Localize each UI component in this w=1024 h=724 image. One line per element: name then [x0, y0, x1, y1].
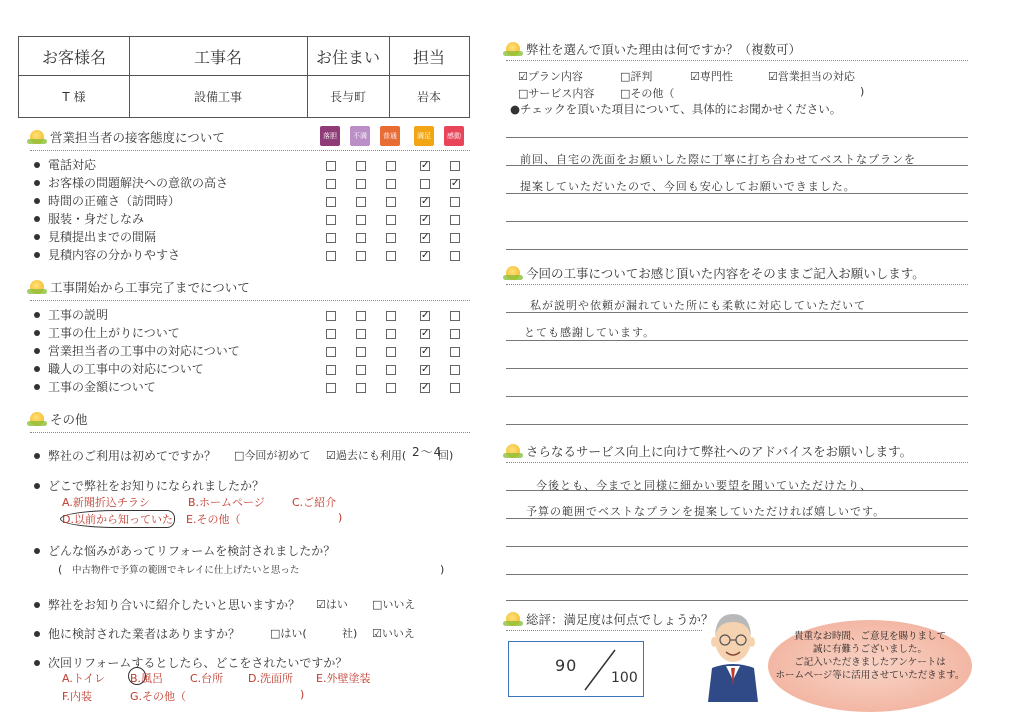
rating-checkbox[interactable] — [450, 197, 460, 207]
section-overall — [506, 610, 714, 628]
survey-item — [34, 228, 156, 245]
survey-item — [34, 156, 96, 173]
rating-checkbox[interactable] — [386, 215, 396, 225]
rating-checkbox[interactable] — [326, 251, 336, 261]
header-work-name: 工事名 — [193, 47, 242, 67]
question-concern: どんな悩みがあってリフォームを検討されましたか？ — [34, 542, 335, 559]
answer-line — [506, 368, 968, 369]
rating-checkbox[interactable]: ✓ — [421, 382, 430, 393]
survey-item — [34, 192, 180, 209]
rating-checkbox[interactable] — [386, 347, 396, 357]
rating-checkbox[interactable] — [450, 161, 460, 171]
survey-item — [34, 360, 204, 377]
answer-line — [506, 424, 968, 425]
concern-answer: 中古物件で予算の範囲でキレイに仕上げたいと思った — [72, 565, 300, 576]
rating-label: 感動 — [444, 126, 464, 146]
bullet — [34, 252, 40, 258]
reason-plan[interactable]: ☑プラン内容 — [518, 70, 583, 83]
divider — [506, 462, 968, 463]
header-residence: お住まい — [315, 47, 380, 67]
advice-answer-line2: 予算の範囲でベストなプランを提案していただければ嬉しいです。 — [526, 505, 886, 518]
divider — [506, 630, 702, 631]
rating-checkbox[interactable]: ✓ — [421, 160, 430, 171]
thanks-message: 貴重なお時間、ご意見を賜りまして 誠に有難うございました。 ご記入いただきましたアンケートは ホームページ等に活用させていただきます。 — [775, 631, 965, 681]
score-box[interactable] — [508, 641, 644, 697]
rating-label: 満足 — [414, 126, 434, 146]
survey-item-label: 工事の金額について — [48, 380, 156, 394]
survey-item-label: お客様の問題解決への意欲の高さ — [48, 176, 229, 190]
other-vendors-count-suffix: 社) — [342, 627, 358, 640]
question-referral: 弊社をお知り合いに紹介したいと思いますか？ — [34, 596, 300, 613]
answer-line — [506, 574, 968, 575]
rating-checkbox[interactable] — [356, 251, 366, 261]
survey-item — [34, 324, 180, 341]
known-option-b[interactable]: B.ホームページ — [188, 496, 265, 509]
survey-item — [34, 306, 108, 323]
impression-answer-line1: 私が説明や依頼が漏れていた所にも柔軟に対応していただいて — [530, 299, 866, 312]
header-staff: 担当 — [412, 47, 445, 67]
rating-checkbox[interactable] — [326, 383, 336, 393]
survey-item-label: 工事の説明 — [48, 308, 109, 322]
rating-checkbox[interactable] — [386, 197, 396, 207]
referral-yes[interactable]: ☑はい — [316, 598, 348, 611]
reason-sales-response[interactable]: ☑営業担当の対応 — [768, 70, 855, 83]
rating-checkbox[interactable] — [386, 365, 396, 375]
next-option-g-close: ) — [300, 688, 305, 701]
bullet — [34, 312, 40, 318]
referral-no[interactable]: □いいえ — [372, 598, 416, 611]
next-option-c[interactable]: C.台所 — [190, 672, 224, 685]
answer-line — [506, 396, 968, 397]
bullet — [34, 330, 40, 336]
next-option-e[interactable]: E.外壁塗装 — [316, 672, 371, 685]
rating-checkbox[interactable] — [450, 215, 460, 225]
rating-checkbox[interactable]: ✓ — [421, 214, 430, 225]
bullet — [34, 180, 40, 186]
survey-item-label: 服装・身だしなみ — [48, 212, 145, 226]
section-title: 総評：満足度は何点でしょうか？ — [526, 612, 714, 627]
rating-checkbox[interactable] — [326, 197, 336, 207]
reason-other[interactable]: □その他（ — [620, 87, 675, 100]
rating-checkbox[interactable]: ✓ — [421, 196, 430, 207]
survey-item-label: 電話対応 — [48, 158, 97, 172]
question-first-use: 弊社のご利用は初めてですか？ — [34, 447, 216, 464]
known-option-e[interactable]: E.その他（ — [186, 513, 241, 526]
header-customer-name: お客様名 — [41, 47, 106, 67]
concern-close: ) — [440, 563, 445, 576]
answer-line — [506, 600, 968, 601]
next-option-f[interactable]: F.内装 — [62, 690, 93, 703]
rating-label: 落胆 — [320, 126, 340, 146]
next-option-b[interactable]: B.風呂 — [130, 672, 164, 685]
rating-checkbox[interactable] — [356, 347, 366, 357]
rating-checkbox[interactable] — [450, 233, 460, 243]
survey-item-label: 営業担当者の工事中の対応について — [48, 344, 240, 358]
lightbulb-icon — [30, 412, 44, 426]
answer-line — [506, 221, 968, 222]
survey-item-label: 職人の工事中の対応について — [48, 362, 204, 376]
rating-checkbox[interactable] — [326, 347, 336, 357]
repeat-suffix: 回) — [438, 449, 454, 462]
section-impression — [506, 264, 925, 282]
rating-checkbox[interactable] — [356, 383, 366, 393]
rating-checkbox[interactable] — [326, 215, 336, 225]
divider — [30, 300, 470, 301]
rating-checkbox[interactable] — [386, 383, 396, 393]
lightbulb-icon — [506, 266, 520, 280]
reason-reputation[interactable]: □評判 — [620, 70, 653, 83]
rating-checkbox[interactable]: ✓ — [421, 250, 430, 261]
first-use-option-first[interactable]: □今回が初めて — [234, 449, 311, 462]
reason-other-close: ) — [860, 85, 865, 98]
score-value: 90 — [555, 656, 578, 675]
lightbulb-icon — [30, 280, 44, 294]
section-title: 弊社を選んで頂いた理由は何ですか？（複数可） — [526, 42, 802, 57]
known-option-d[interactable]: D.以前から知っていた — [60, 510, 175, 528]
other-vendors-no[interactable]: ☑いいえ — [372, 627, 415, 640]
rating-checkbox[interactable] — [326, 329, 336, 339]
rating-checkbox[interactable] — [450, 347, 460, 357]
divider — [30, 150, 470, 151]
bullet — [34, 366, 40, 372]
known-option-e-close: ) — [338, 511, 343, 524]
lightbulb-icon — [30, 130, 44, 144]
rating-checkbox[interactable] — [450, 311, 460, 321]
rating-checkbox[interactable] — [326, 179, 336, 189]
answer-line — [506, 546, 968, 547]
customer-name: T 様 — [62, 89, 86, 104]
rating-checkbox[interactable]: ✓ — [451, 178, 460, 189]
staff-mascot-illustration — [700, 606, 766, 702]
work-name: 設備工事 — [193, 89, 242, 104]
residence: 長与町 — [329, 89, 366, 104]
section-title: さらなるサービス向上に向けて弊社へのアドバイスをお願いします。 — [526, 444, 913, 459]
question-how-known: どこで弊社をお知りになられましたか？ — [34, 477, 264, 494]
survey-item-label: 見積内容の分かりやすさ — [48, 248, 181, 262]
rating-checkbox[interactable] — [356, 179, 366, 189]
rating-checkbox[interactable] — [386, 311, 396, 321]
lightbulb-icon — [506, 42, 520, 56]
rating-checkbox[interactable] — [386, 251, 396, 261]
reason-answer-line1: 前回、自宅の洗面をお願いした際に丁寧に打ち合わせてベストなプランを — [520, 153, 916, 166]
rating-checkbox[interactable] — [356, 197, 366, 207]
rating-label: 普通 — [380, 126, 400, 146]
lightbulb-icon — [506, 612, 520, 626]
customer-info-table — [18, 36, 470, 118]
rating-checkbox[interactable]: ✓ — [421, 346, 430, 357]
known-option-c[interactable]: C.ご紹介 — [292, 496, 337, 509]
first-use-option-repeat[interactable]: ☑過去にも利用( — [326, 449, 407, 462]
survey-item-label: 見積提出までの間隔 — [48, 230, 157, 244]
section-title: 工事開始から工事完了までについて — [50, 280, 250, 295]
bullet — [34, 234, 40, 240]
bullet — [34, 384, 40, 390]
section-title: その他 — [50, 412, 88, 427]
survey-item — [34, 246, 180, 263]
survey-item-label: 時間の正確さ（訪問時） — [48, 194, 181, 208]
rating-checkbox[interactable] — [356, 215, 366, 225]
concern-open: ( — [58, 563, 63, 576]
section-construction — [30, 278, 250, 296]
question-other-vendors: 他に検討された業者はありますか？ — [34, 625, 240, 642]
rating-checkbox[interactable] — [386, 329, 396, 339]
divider — [506, 284, 968, 285]
rating-checkbox[interactable] — [450, 365, 460, 375]
rating-checkbox[interactable] — [450, 383, 460, 393]
survey-item — [34, 342, 240, 359]
rating-checkbox[interactable] — [326, 311, 336, 321]
rating-checkbox[interactable] — [326, 233, 336, 243]
section-other — [30, 410, 88, 428]
bullet — [34, 198, 40, 204]
rating-checkbox[interactable] — [356, 161, 366, 171]
section-reason — [506, 40, 801, 58]
question-next-reform: 次回リフォームするとしたら、どこをされたいですか？ — [34, 654, 347, 671]
section-staff-attitude — [30, 128, 225, 146]
rating-checkbox[interactable] — [356, 329, 366, 339]
other-vendors-yes[interactable]: □はい( — [270, 627, 307, 640]
rating-checkbox[interactable] — [356, 233, 366, 243]
known-option-a[interactable]: A.新聞折込チラシ — [62, 496, 150, 509]
rating-checkbox[interactable] — [450, 251, 460, 261]
rating-checkbox[interactable]: ✓ — [421, 328, 430, 339]
reason-note: ●チェックを頂いた項目について、具体的にお聞かせください。 — [510, 102, 842, 116]
answer-line — [506, 340, 968, 341]
survey-item — [34, 174, 228, 191]
next-option-d[interactable]: D.洗面所 — [248, 672, 293, 685]
selected-circle-mark — [128, 667, 146, 685]
survey-item-label: 工事の仕上がりについて — [48, 326, 180, 340]
survey-item — [34, 210, 144, 227]
reason-answer-line2: 提案していただいたので、今回も安心してお願いできました。 — [520, 180, 856, 193]
answer-line — [506, 137, 968, 138]
bullet — [34, 348, 40, 354]
survey-item — [34, 378, 156, 395]
rating-checkbox[interactable] — [386, 179, 396, 189]
staff-name: 岩本 — [416, 89, 441, 104]
rating-checkbox[interactable] — [326, 161, 336, 171]
rating-checkbox[interactable]: ✓ — [421, 364, 430, 375]
section-title: 営業担当者の接客態度について — [50, 130, 225, 145]
next-option-a[interactable]: A.トイレ — [62, 672, 106, 685]
lightbulb-icon — [506, 444, 520, 458]
rating-checkbox[interactable] — [356, 311, 366, 321]
rating-checkbox[interactable] — [326, 365, 336, 375]
section-title: 今回の工事についてお感じ頂いた内容をそのままご記入お願いします。 — [526, 266, 925, 281]
rating-label: 不満 — [350, 126, 370, 146]
reason-expertise[interactable]: ☑専門性 — [690, 70, 733, 83]
rating-checkbox[interactable] — [386, 161, 396, 171]
divider — [506, 60, 968, 61]
bullet — [34, 162, 40, 168]
rating-checkbox[interactable] — [420, 179, 430, 189]
score-max: 100 — [611, 670, 638, 686]
answer-line — [506, 249, 968, 250]
bullet — [34, 216, 40, 222]
next-option-g[interactable]: G.その他（ — [130, 690, 187, 703]
rating-checkbox[interactable]: ✓ — [421, 232, 430, 243]
impression-answer-line2: とても感謝しています。 — [524, 326, 656, 339]
rating-checkbox[interactable]: ✓ — [421, 310, 430, 321]
rating-checkbox[interactable] — [450, 329, 460, 339]
section-advice — [506, 442, 912, 460]
rating-checkbox[interactable] — [386, 233, 396, 243]
divider — [30, 432, 470, 433]
rating-checkbox[interactable] — [356, 365, 366, 375]
repeat-count: 2〜4 — [412, 445, 443, 459]
reason-service[interactable]: □サービス内容 — [518, 87, 595, 100]
advice-answer-line1: 今後とも、今までと同様に細かい要望を聞いていただけたり、 — [536, 479, 872, 492]
